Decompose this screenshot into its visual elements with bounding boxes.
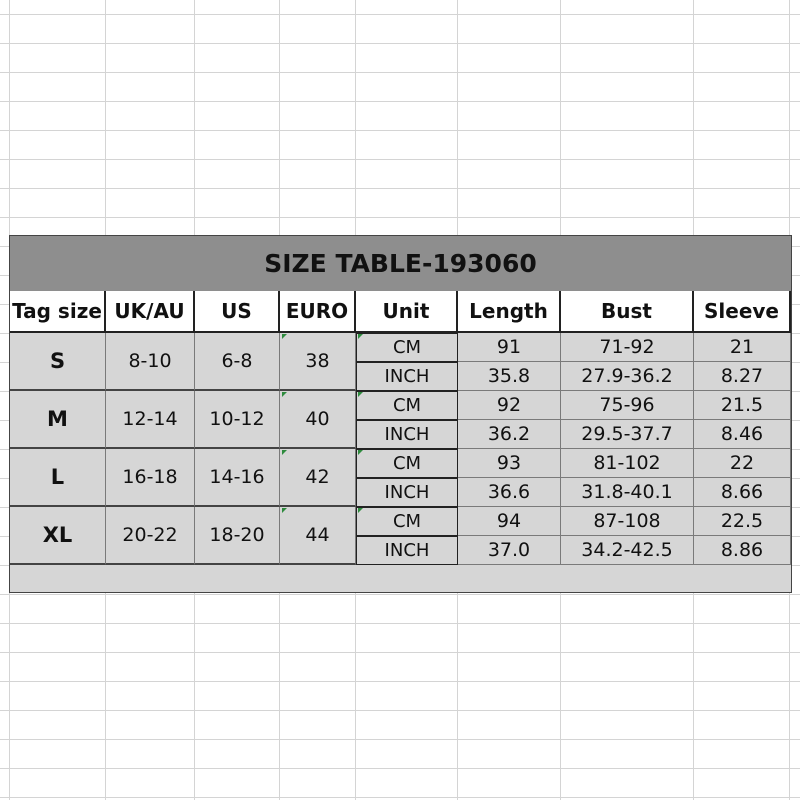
grid-line [0, 101, 800, 102]
grid-line [0, 72, 800, 73]
length-cell: 94 [458, 507, 561, 536]
tag-size-cell: XL [10, 507, 106, 565]
grid-line [0, 739, 800, 740]
cell-marker-icon [282, 508, 287, 513]
grid-line [0, 188, 800, 189]
header-uk-au: UK/AU [106, 291, 195, 333]
unit-cell-inch: INCH [356, 362, 458, 391]
uk-au-cell: 8-10 [106, 333, 195, 391]
grid-line [0, 159, 800, 160]
grid-line [0, 797, 800, 798]
cell-marker-icon [358, 450, 363, 455]
cell-marker-icon [282, 450, 287, 455]
grid-line [0, 681, 800, 682]
sleeve-cell: 22 [694, 449, 791, 478]
euro-cell: 40 [280, 391, 356, 449]
cell-marker-icon [358, 334, 363, 339]
sleeve-cell: 22.5 [694, 507, 791, 536]
header-length: Length [458, 291, 561, 333]
grid-line [0, 130, 800, 131]
euro-cell: 44 [280, 507, 356, 565]
sleeve-cell: 21 [694, 333, 791, 362]
size-table [9, 235, 792, 593]
unit-cell-cm: CM [356, 449, 458, 478]
unit-cell-cm: CM [356, 333, 458, 362]
unit-cell-cm: CM [356, 507, 458, 536]
sleeve-cell: 8.27 [694, 362, 791, 391]
header-us: US [195, 291, 280, 333]
tag-size-cell: M [10, 391, 106, 449]
bust-cell: 31.8-40.1 [561, 478, 694, 507]
bust-cell: 81-102 [561, 449, 694, 478]
bust-cell: 71-92 [561, 333, 694, 362]
grid-line [0, 710, 800, 711]
length-cell: 35.8 [458, 362, 561, 391]
grid-line [0, 217, 800, 218]
length-cell: 92 [458, 391, 561, 420]
header-sleeve: Sleeve [694, 291, 791, 333]
grid-line [0, 768, 800, 769]
cell-marker-icon [358, 508, 363, 513]
header-bust: Bust [561, 291, 694, 333]
bust-cell: 29.5-37.7 [561, 420, 694, 449]
tag-size-cell: S [10, 333, 106, 391]
unit-cell-inch: INCH [356, 478, 458, 507]
bust-cell: 34.2-42.5 [561, 536, 694, 565]
length-cell: 93 [458, 449, 561, 478]
sleeve-cell: 8.66 [694, 478, 791, 507]
unit-cell-inch: INCH [356, 420, 458, 449]
table-title: SIZE TABLE-193060 [10, 236, 791, 293]
header-tag-size: Tag size [10, 291, 106, 333]
unit-cell-inch: INCH [356, 536, 458, 565]
unit-cell-cm: CM [356, 391, 458, 420]
us-cell: 18-20 [195, 507, 280, 565]
us-cell: 14-16 [195, 449, 280, 507]
bust-cell: 27.9-36.2 [561, 362, 694, 391]
length-cell: 91 [458, 333, 561, 362]
bust-cell: 75-96 [561, 391, 694, 420]
uk-au-cell: 12-14 [106, 391, 195, 449]
header-unit: Unit [356, 291, 458, 333]
tag-size-cell: L [10, 449, 106, 507]
grid-line [0, 43, 800, 44]
header-euro: EURO [280, 291, 356, 333]
euro-cell: 38 [280, 333, 356, 391]
sleeve-cell: 8.86 [694, 536, 791, 565]
length-cell: 36.6 [458, 478, 561, 507]
uk-au-cell: 20-22 [106, 507, 195, 565]
grid-line [0, 623, 800, 624]
cell-marker-icon [282, 392, 287, 397]
bust-cell: 87-108 [561, 507, 694, 536]
grid-line [0, 14, 800, 15]
sleeve-cell: 8.46 [694, 420, 791, 449]
cell-marker-icon [282, 334, 287, 339]
us-cell: 6-8 [195, 333, 280, 391]
length-cell: 36.2 [458, 420, 561, 449]
cell-marker-icon [358, 392, 363, 397]
us-cell: 10-12 [195, 391, 280, 449]
grid-line [0, 594, 800, 595]
euro-cell: 42 [280, 449, 356, 507]
sleeve-cell: 21.5 [694, 391, 791, 420]
uk-au-cell: 16-18 [106, 449, 195, 507]
length-cell: 37.0 [458, 536, 561, 565]
grid-line [0, 652, 800, 653]
